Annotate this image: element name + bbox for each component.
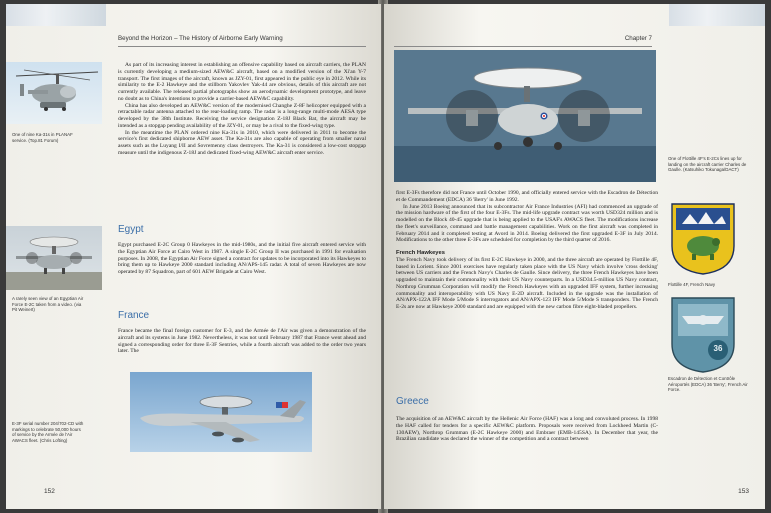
caption-e3f: E-3F serial number 204/702-CD with markings to celebrate 50,000 hours of service by the Armée de l'Air AWACS fleet. (Chris Lofting) [12,421,84,443]
edca-36-crest [668,294,738,374]
paragraph: In the meantime the PLAN ordered nine Ka-31s in 2010, which were delivered in 2011 to become the service's first dedicated shipborne AEW asset. The Ka-31s are also capable of operating from smaller naval assets such as the Luyang I/II and Sovremenny class destroyers. The Ka-31 is considered a low-cost stopgap measure until the indigenous Z-18J and dedicated fixed-wing AEW&C aircraft enter service. [118,129,366,156]
continuation-text-block [396,190,658,311]
e3f-sentry-photo [130,372,312,452]
running-head-left: Beyond the Horizon – The History of Airborne Early Warning [118,34,366,47]
running-head-right: Chapter 7 [394,34,652,47]
map-strip-decoration [6,4,106,26]
right-page [384,4,765,509]
paragraph: The French Navy took delivery of its first E-2C Hawkeye in 2000, and the three aircraft are operated by Flottille 4F, based in Lorient. Since 2001 exercises have regularly taken place with the US Navy which involve 'cross decking' between US carriers and the French Navy's Charles de Gaulle. Since delivery, the three French Hawkeyes have been upgraded to maintain their commonality with their US Navy counterparts. In a USD34.5-million US Navy contract, Northrop Grumman Corporation will modify the French Hawkeyes with an upgraded IFF system, further increasing commonality and interoperability with US Navy E-2D aircraft. Included in the upgrade was the installation of AN/APX-122A IFF Mode 5/Mode S interrogators and AN/APX-123 IFF Mode 5/Mode S transponders. The French E-2s are now at Hawkeye 2000 standard and are equipped with the new carbon fibre eight-bladed propellers. [396,256,658,310]
caption-ka31: One of nine Ka-31s in PLANAF service. (Top.81 Forum) [12,132,73,143]
page-number-left: 152 [44,488,55,495]
france-text-block [118,328,366,355]
section-heading-greece: Greece [396,396,429,407]
caption-flottille-crest: Flottille 4F, French Navy [668,282,716,287]
section-heading-egypt: Egypt [118,224,144,235]
paragraph: As part of its increasing interest in establishing an offensive capability based on aircraft carriers, the PLAN is currently developing a medium-sized AEW&C aircraft, based on a modified version of the Xi'an Y-7 transport. The first images of the aircraft, known as JZY-01, first appeared in the public eye in 2012. While its similarity to the E-2 Hawkeye and the stillborn Yakovlev Yak-44 are obvious, details of this aircraft are not currently available. The released partial photographs show an aerodynamic development prototype, and leave no doubt as to China's intentions to provide a carrier-based AEW&C capability. [118,62,366,102]
greece-text-block [396,416,658,443]
map-strip-decoration [669,4,765,26]
paragraph: first E-3Fs therefore did not France until October 1990, and officially entered service with the Escadron de Détection et de Commandement (EDCA) 36 'Berry' in June 1992. [396,190,658,203]
subheading-french-hawkeyes: French Hawkeyes [396,250,445,256]
paragraph: Egypt purchased E-2C Group 0 Hawkeyes in the mid-1980s, and the initial five aircraft entered service with the Egyptian Air Force at Cairo West in 1987. A single E-2C Group II was purchased in 1991 for evaluation purposes. In 2008, the Egyptian Air Force signed a contract for updates to be incorporated into its Hawkeyes to bring them up to Hawkeye 2000 standard including AN/APS-145 radar. A total of seven Hawkeyes are now operated by 87 Squadron, part of 601 AEW Brigade at Cairo West. [118,242,366,275]
intro-text-block [118,62,366,157]
left-page [6,4,381,509]
paragraph: France became the final foreign customer for E-3, and the Armée de l'Air was given a demonstration of the aircraft and its systems in June 1982. Nevertheless, it was not until February 1987 that France went ahead and signed a corresponding order for three E-3F Sentries, while a fourth aircraft was added to the order two years later. The [118,328,366,355]
caption-french-e2c: One of Flottille 4F's E-2Cs lines up for landing on the aircraft carrier Charles de Gaulle. (Katsuhiko Tokunaga/DACT) [668,156,747,173]
paragraph: China has also developed an AEW&C version of the modernised Changhe Z-8F helicopter equipped with a retractable radar antenna attached to the rear-loading ramp. The radar is a long-range multi-mode AESA type developed by the 38th Institute. Receiving the service designation Z-18J Black Bat, the aircraft may be intended as a stopgap pending availability of the JZY-01, or may be a rival to the fixed-wing type. [118,102,366,129]
crest-numeral: 36 [713,344,723,353]
page-number-right: 153 [738,488,749,495]
flottille-4f-crest [668,200,738,276]
ka31-helicopter-photo [6,62,102,124]
caption-edca-crest: Escadron de Détection et Contrôle Aéroportés (EDCA) 36 'Berry', French Air Force. [668,376,748,393]
egypt-text-block [118,242,366,276]
paragraph: The acquisition of an AEW&C aircraft by the Hellenic Air Force (HAF) was a long and convoluted process. In 1998 the HAF called for tenders for a specific AEW&C platform. Proposals were received from Lockheed Martin (C-130AEW), Northrop Grumman (E-2C Hawkeye 2000) and Embraer (EMB-145SA). In December that year, the Brazilian candidate was declared the winner of the competition and a contract between [396,416,658,443]
paragraph: In June 2013 Boeing announced that its subcontractor Air France Industries (AFI) had commenced an upgrade of the mission hardware of the first of the four E-3Fs. The mid-life upgrade contract was worth USD324 million and is modelled on the Block 40-45 upgrade that is being applied to the USAF's AWACS fleet. The modifications increase the fleet's surveillance, command and battle management capabilities. Work on the first aircraft was completed in February 2014 and it completed testing at Avord in 2014. Boeing delivered the first upgraded E-3F in July 2014. Modifications to the other three E-3Fs are scheduled for completion by the third quarter of 2016. [396,203,658,244]
egyptian-e2c-photo [6,226,102,290]
section-heading-france: France [118,310,150,321]
french-e2c-landing-photo [394,50,656,182]
caption-egyptian-e2c: A rarely seen view of an Egyptian Air Force E-2C taken from a video. (via Pit Weinert) [12,296,84,313]
